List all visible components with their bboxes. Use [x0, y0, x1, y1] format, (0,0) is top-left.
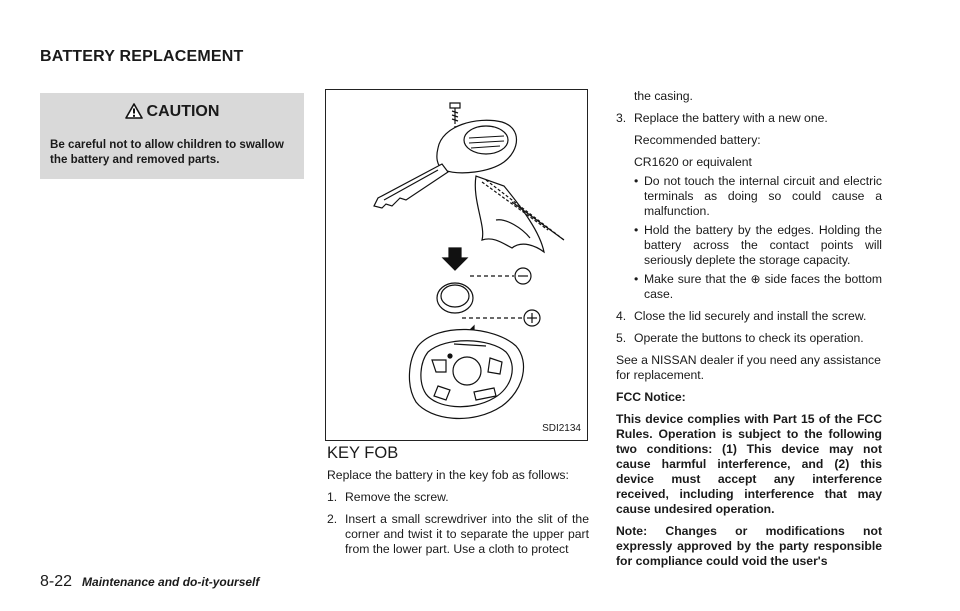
step-number: 3.: [616, 111, 627, 125]
step-5: [616, 331, 882, 346]
key-fob-heading: KEY FOB: [327, 444, 399, 462]
fcc-note: Note: Changes or modifications not expressly approved by the party responsible for compliance could void the user's: [616, 524, 882, 568]
dealer-note: See a NISSAN dealer if you need any assistance for replacement.: [616, 353, 881, 382]
step-text: Close the lid securely and install the screw.: [634, 309, 867, 323]
step-number: 5.: [616, 331, 627, 345]
bullet-dot-icon: •: [634, 223, 639, 237]
page-footer: [40, 573, 259, 591]
step-1: [327, 490, 589, 505]
step-2-continued: the casing.: [634, 89, 693, 103]
plus-terminal-icon: ⊕: [750, 272, 761, 286]
bullet-text: Do not touch the internal circuit and electric terminals as doing so could cause a malfunction.: [644, 174, 882, 218]
battery-drawing: [437, 268, 540, 326]
step-3: [616, 111, 882, 126]
step-number: 4.: [616, 309, 627, 323]
caution-header: [40, 103, 304, 121]
screw-drawing: [450, 103, 460, 124]
recommended-battery-label: Recommended battery:: [634, 133, 761, 147]
key-fob-intro: Replace the battery in the key fob as follows:: [327, 468, 569, 482]
step-2: [327, 512, 589, 557]
bullet-text: Hold the battery by the edges. Holding the battery across the contact points will seriously deplete the storage capacity.: [644, 223, 882, 267]
caution-box: [40, 93, 304, 179]
bullet-dot-icon: •: [634, 174, 639, 188]
bullet-dot-icon: •: [634, 272, 639, 286]
step-4: [616, 309, 882, 324]
fcc-heading: FCC Notice:: [616, 390, 686, 404]
section-title: BATTERY REPLACEMENT: [40, 48, 244, 65]
step-text: Remove the screw.: [345, 490, 449, 504]
step-number: 2.: [327, 512, 338, 526]
step-number: 1.: [327, 490, 338, 504]
chapter-title: Maintenance and do-it-yourself: [82, 575, 260, 589]
bullet-text-after: side faces the bottom case.: [644, 272, 882, 301]
warning-icon: [125, 103, 143, 119]
instructions-continued: [616, 89, 882, 569]
figure-code: SDI2134: [542, 423, 581, 434]
fcc-text: This device complies with Part 15 of the FCC Rules. Operation is subject to the following two conditions: (1) This device may not cause harmful interference, and (2) this device must accept any interference received, including interference that may cause undesired operation.: [616, 412, 882, 516]
bullet-item: [616, 272, 882, 302]
bullet-text-before: Make sure that the: [644, 272, 747, 286]
bullet-item: [616, 223, 882, 268]
step-text: Replace the battery with a new one.: [634, 111, 828, 125]
arrow-down-drawing: [443, 248, 467, 270]
cloth-screwdriver-drawing: [475, 176, 564, 252]
key-fob-illustration: [326, 90, 587, 440]
key-fob-battery-figure: [325, 89, 588, 441]
bullet-text: [644, 272, 882, 302]
caution-heading: CAUTION: [146, 103, 220, 120]
step-text: Operate the buttons to check its operation.: [634, 331, 864, 345]
caution-text: Be careful not to allow children to swallow the battery and removed parts.: [50, 138, 284, 166]
key-fob-section: [327, 446, 589, 564]
step-text: Insert a small screwdriver into the slit of the corner and twist it to separate the upper part from the lower part. Use a cloth to protect: [345, 512, 589, 556]
bullet-item: [616, 174, 882, 219]
page-number: 8-22: [40, 573, 73, 590]
bottom-case-drawing: [409, 329, 523, 418]
recommended-battery-value: CR1620 or equivalent: [634, 155, 752, 169]
